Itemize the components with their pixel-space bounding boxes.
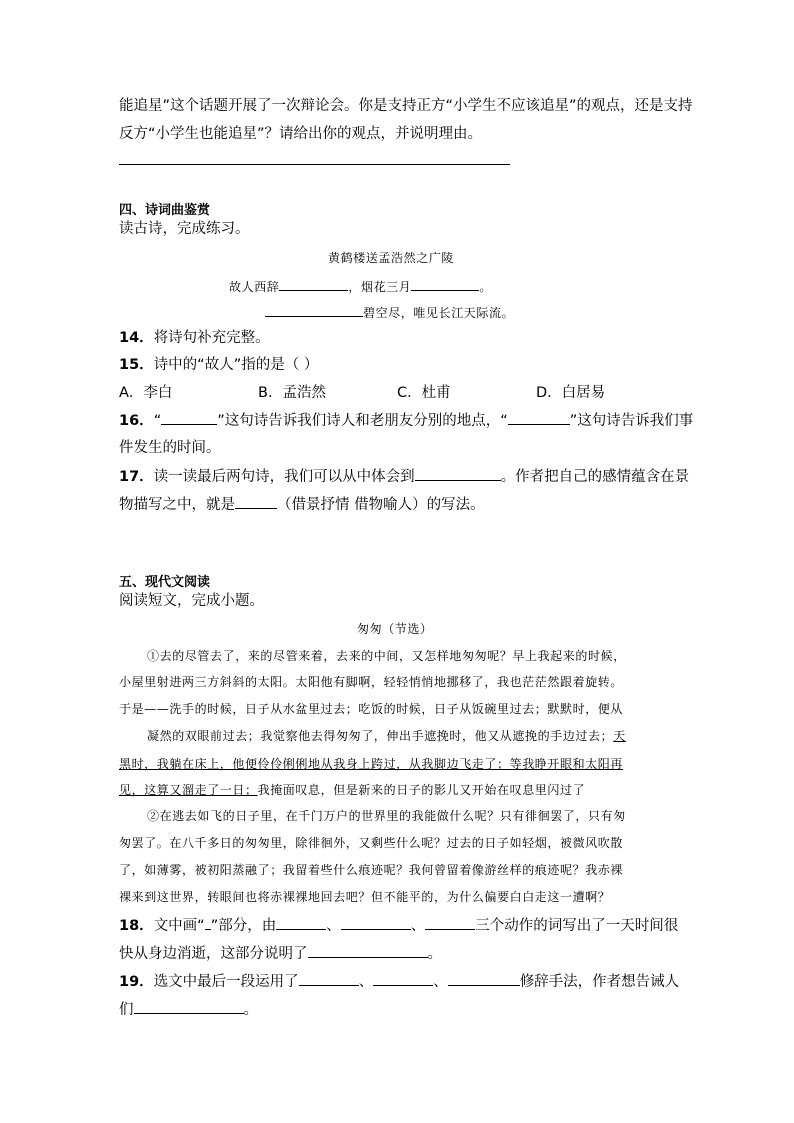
passage-line: 于是——洗手的时候，日子从水盆里过去；吃饭的时候，日子从饭碗里过去；默默时，便从 [119,702,624,716]
answer-blank[interactable] [299,971,359,986]
answer-blank[interactable] [134,999,244,1014]
answer-blank[interactable] [161,410,217,425]
poem-line-1: 故人西辞 ，烟花三月 。 [229,276,492,295]
question-14: 14．将诗句补充完整。 [119,330,270,346]
option-b[interactable]: B．孟浩然 [258,385,326,401]
answer-blank[interactable] [425,915,475,930]
question-19: 19．选文中最后一段运用了 、 、 修辞手法，作者想告诫人 [119,971,679,992]
answer-line[interactable] [119,164,510,165]
passage-line: 见，这算又溜走了一日；我掩面叹息，但是新来的日子的影儿又开始在叹息里闪过了 [119,783,586,797]
answer-blank[interactable] [508,410,570,425]
section-heading: 四、诗词曲鉴赏 [119,203,211,218]
option-c[interactable]: C．杜甫 [397,385,451,401]
answer-blank[interactable] [341,915,411,930]
passage-title: 匆匆（节选） [357,622,433,636]
question-text-line: 能追星”这个话题开展了一次辩论会。你是支持正方“小学生不应该追星”的观点，还是支持 [119,98,693,114]
answer-blank[interactable] [373,971,433,986]
answer-blank[interactable] [276,915,326,930]
passage-line: 凝然的双眼前过去；我觉察他去得匆匆了，伸出手遮挽时，他又从遮挽的手边过去；天 [147,729,626,743]
passage-line-underlined: 黑时，我躺在床上，他便伶伶俐俐地从我身上跨过，从我脚边飞走了；等我睁开眼和太阳再 [119,757,624,771]
poem-title: 黄鹤楼送孟浩然之广陵 [328,251,455,265]
poem-blank[interactable] [265,302,363,317]
section-intro: 阅读短文，完成小题。 [119,593,264,609]
poem-blank[interactable] [411,276,479,291]
answer-blank[interactable] [235,494,277,509]
answer-blank[interactable] [448,971,520,986]
passage-line: 小屋里射进两三方斜斜的太阳。太阳他有脚啊，轻轻悄悄地挪移了，我也茫茫然跟着旋转。 [119,675,624,689]
passage-line: 裸来到这世界，转眼间也将赤裸裸地回去吧？但不能平的，为什么偏要白白走这一遭啊？ [119,890,611,904]
question-17-line2: 物描写之中，就是 （借景抒情 借物喻人）的写法。 [119,494,485,515]
question-19-line2: 们 。 [119,999,258,1020]
option-d[interactable]: D．白居易 [536,385,606,401]
question-17: 17．读一读最后两句诗，我们可以从中体会到 。作者把自己的感情蕴含在景 [119,466,689,487]
section-heading: 五、现代文阅读 [119,575,211,590]
answer-blank[interactable] [415,466,501,481]
question-16: 16．“ ”这句诗告诉我们诗人和老朋友分别的地点，“ ”这句诗告诉我们事 [119,410,693,431]
passage-line: 了，如薄雾，被初阳蒸融了；我留着些什么痕迹呢？我何曾留着像游丝样的痕迹呢？我赤裸 [119,863,624,877]
section-intro: 读古诗，完成练习。 [119,221,250,237]
answer-blank[interactable] [308,943,428,958]
question-16-line2: 件发生的时间。 [119,440,221,456]
question-text-line: 反方“小学生也能追星”？请给出你的观点，并说明理由。 [119,126,483,142]
option-a[interactable]: A．李白 [119,385,173,401]
poem-line-2: 碧空尽，唯见长江天际流。 [265,302,514,321]
passage-line: ①去的尽管去了，来的尽管来着，去来的中间，又怎样地匆匆呢？早上我起来的时候， [147,649,626,663]
question-18: 18．文中画“ ”部分，由 、 、 三个动作的词写出了一天时间很 [119,915,678,936]
passage-line: 匆罢了。在八千多日的匆匆里，除徘徊外，又剩些什么呢？过去的日子如轻烟，被微风吹散 [119,836,624,850]
question-15: 15．诗中的“故人”指的是（ ） [119,357,319,373]
poem-blank[interactable] [279,276,348,291]
question-18-line2: 快从身边消逝，这部分说明了 。 [119,943,442,964]
passage-line: ②在逃去如飞的日子里，在千门万户的世界里的我能做什么呢？只有徘徊罢了，只有匆 [147,809,626,823]
